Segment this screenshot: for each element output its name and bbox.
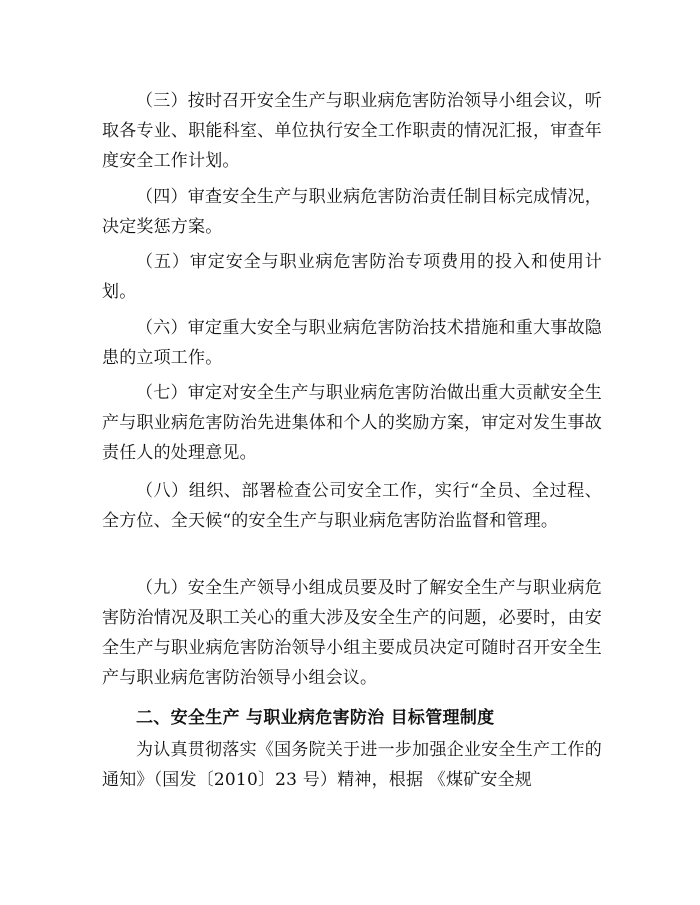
paragraph-8: （八）组织、部署检查公司安全工作，实行“全员、全过程、全方位、全天候“的安全生产与职业病危害防治监督和管理。	[102, 481, 602, 531]
paragraph-6: （六）审定重大安全与职业病危害防治技术措施和重大事故隐患的立项工作。	[102, 318, 602, 368]
paragraph-3: （三）按时召开安全生产与职业病危害防治领导小组会议，听取各专业、职能科室、单位执行安全工作职责的情况汇报，审查年度安全工作计划。	[102, 91, 602, 171]
paragraph-5: （五）审定安全与职业病危害防治专项费用的投入和使用计划。	[102, 252, 602, 302]
section-heading: 二、安全生产 与职业病危害防治 目标管理制度	[136, 708, 495, 728]
paragraph-4: （四）审查安全生产与职业病危害防治责任制目标完成情况，决定奖惩方案。	[102, 187, 602, 237]
closing-paragraph: 为认真贯彻落实《国务院关于进一步加强企业安全生产工作的通知》（国发〔2010〕23 号）精神，根据 《煤矿安全规	[102, 740, 602, 790]
paragraph-7: （七）审定对安全生产与职业病危害防治做出重大贡献安全生产与职业病危害防治先进集体和个人的奖励方案，审定对发生事故责任人的处理意见。	[102, 383, 602, 463]
paragraph-9: （九）安全生产领导小组成员要及时了解安全生产与职业病危害防治情况及职工关心的重大涉及安全生产的问题，必要时，由安全生产与职业病危害防治领导小组主要成员决定可随时召开安全生产与职业病危害防治领导小组会议。	[102, 578, 602, 688]
